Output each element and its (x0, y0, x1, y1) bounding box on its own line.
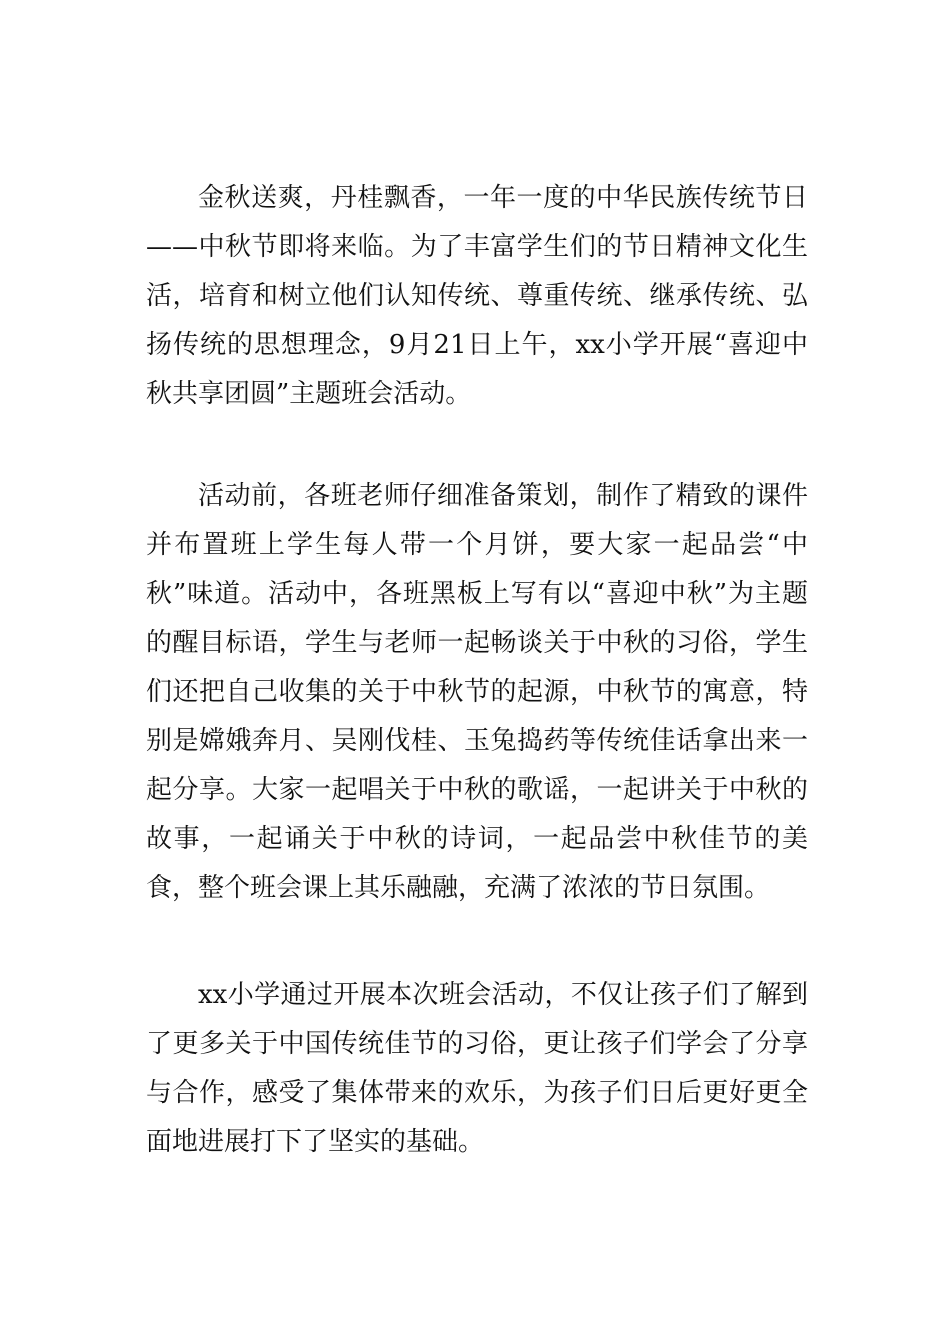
paragraph-activity: 活动前，各班老师仔细准备策划，制作了精致的课件并布置班上学生每人带一个月饼，要大家一起品尝“中秋”味道。活动中，各班黑板上写有以“喜迎中秋”为主题的醒目标语，学生与老师一起畅谈关于中秋的习俗，学生们还把自己收集的关于中秋节的起源，中秋节的寓意，特别是嫦娥奔月、吴刚伐桂、玉兔捣药等传统佳话拿出来一起分享。大家一起唱关于中秋的歌谣，一起讲关于中秋的故事，一起诵关于中秋的诗词，一起品尝中秋佳节的美食，整个班会课上其乐融融，充满了浓浓的节日氛围。 (146, 481, 808, 903)
paragraph-intro: 金秋送爽，丹桂飘香，一年一度的中华民族传统节日——中秋节即将来临。为了丰富学生们的节日精神文化生活，培育和树立他们认知传统、尊重传统、继承传统、弘扬传统的思想理念，9月21日上午，xx小学开展“喜迎中秋共享团圆”主题班会活动。 (146, 183, 808, 409)
paragraph-conclusion: xx小学通过开展本次班会活动，不仅让孩子们了解到了更多关于中国传统佳节的习俗，更让孩子们学会了分享与合作，感受了集体带来的欢乐，为孩子们日后更好更全面地进展打下了坚实的基础。 (146, 980, 808, 1157)
